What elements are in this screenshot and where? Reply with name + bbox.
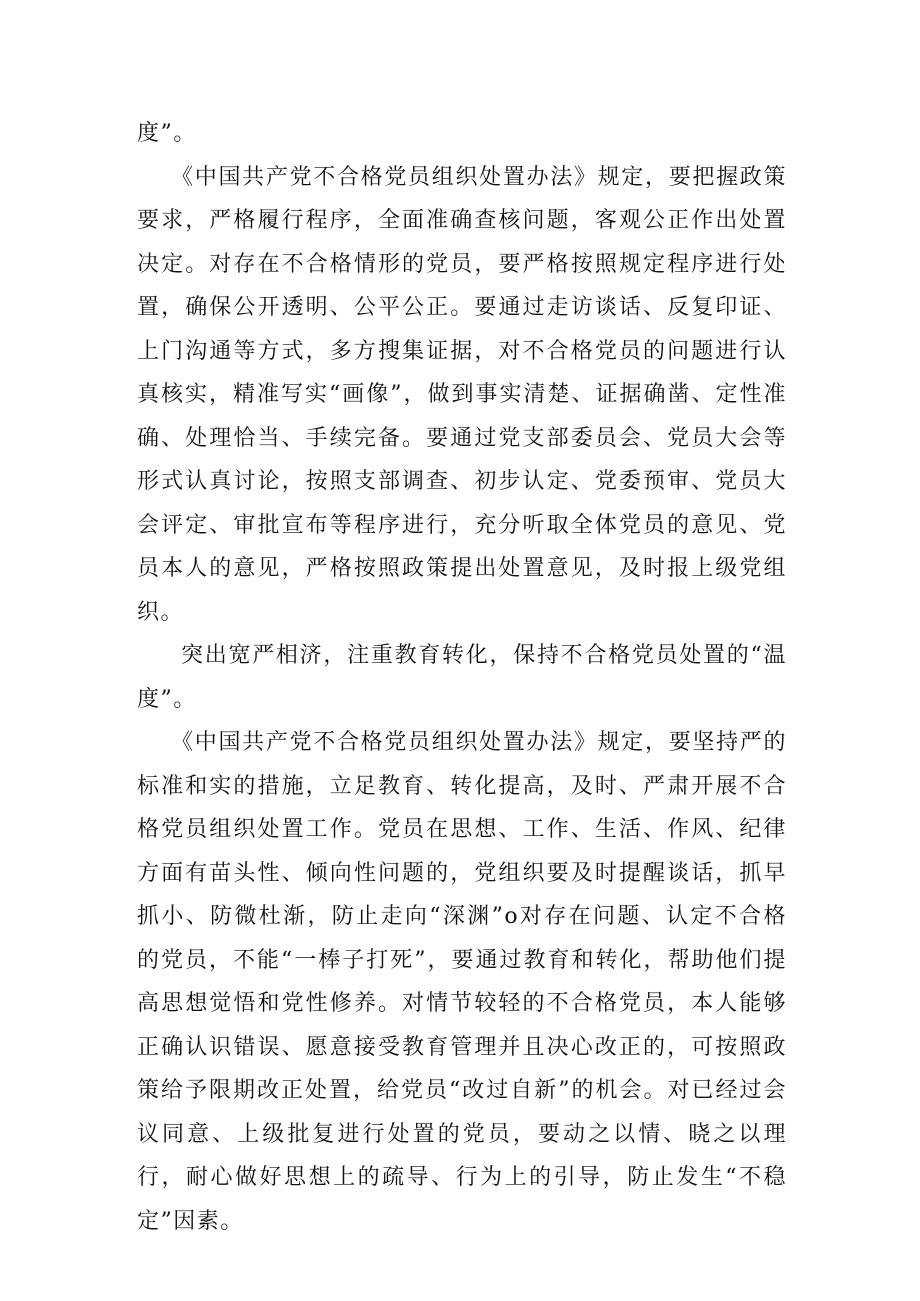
paragraph-heading-leniency: 突出宽严相济，注重教育转化，保持不合格党员处置的“温度”。	[137, 643, 787, 712]
paragraph-education: 《中国共产党不合格党员组织处置办法》规定，要坚持严的标准和实的措施，立足教育、转化提高，及时、严肃开展不合格党员组织处置工作。党员在思想、工作、生活、作风、纪律方面有苗头性、倾向性问题的，党组织要及时提醒谈话，抓早抓小、防微杜渐，防止走向“深渊”o对存在问题、认定不合格的党员，不能“一棒子打死”，要通过教育和转化，帮助他们提高思想觉悟和党性修养。对情节较轻的不合格党员，本人能够正确认识错误、愿意接受教育管理并且决心改正的，可按照政策给予限期改正处置，给党员“改过自新”的机会。对已经过会议同意、上级批复进行处置的党员，要动之以情、晓之以理行，耐心做好思想上的疏导、行为上的引导，防止发生“不稳定”因素。	[137, 730, 787, 1234]
paragraph-procedure: 《中国共产党不合格党员组织处置办法》规定，要把握政策要求，严格履行程序，全面准确查核问题，客观公正作出处置决定。对存在不合格情形的党员，要严格按照规定程序进行处置，确保公开透明、公平公正。要通过走访谈话、反复印证、上门沟通等方式，多方搜集证据，对不合格党员的问题进行认真核实，精准写实“画像”，做到事实清楚、证据确凿、定性准确、处理恰当、手续完备。要通过党支部委员会、党员大会等形式认真讨论，按照支部调查、初步认定、党委预审、党员大会评定、审批宣布等程序进行，充分听取全体党员的意见、党员本人的意见，严格按照政策提出处置意见，及时报上级党组织。	[137, 164, 787, 625]
document-body	[137, 112, 787, 1243]
paragraph-continuation: 度”。	[137, 121, 197, 146]
